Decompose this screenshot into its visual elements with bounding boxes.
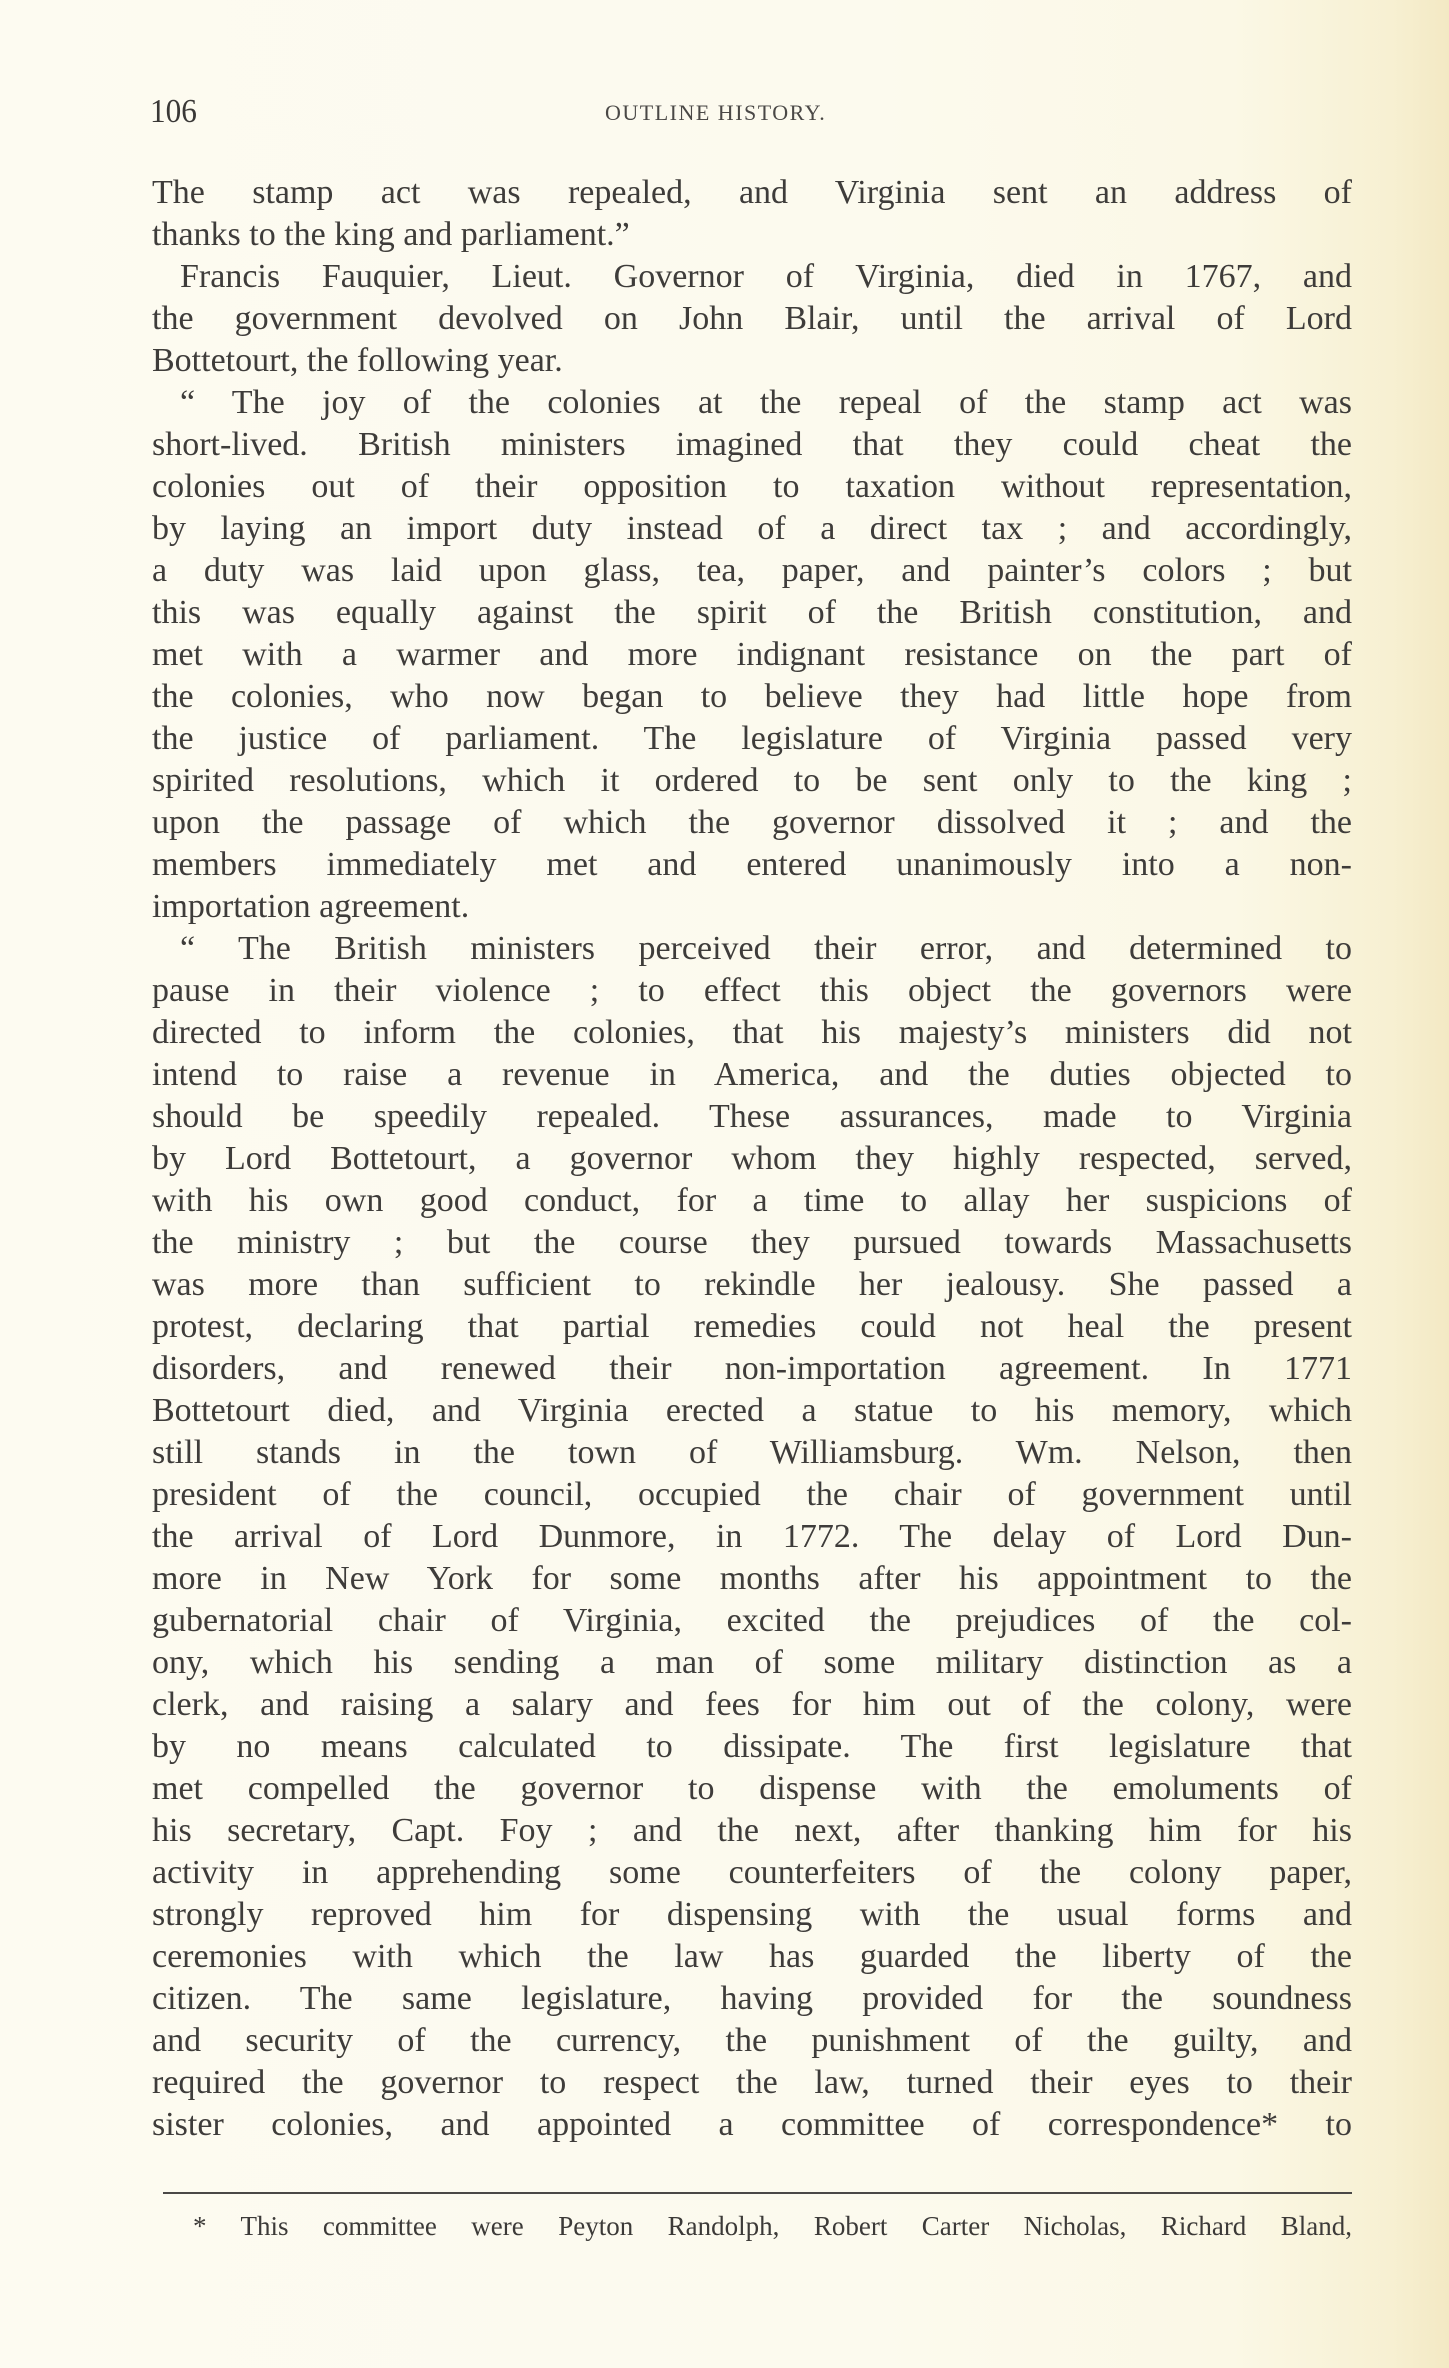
text-line: short-lived. British ministers imagined that they could cheat the bbox=[152, 426, 1352, 463]
text-line: disorders, and renewed their non-importation agreement. In 1771 bbox=[152, 1350, 1352, 1387]
footnote-divider bbox=[163, 2192, 1352, 2194]
page-number: 106 bbox=[150, 93, 197, 130]
body-text bbox=[152, 172, 1352, 2146]
text-line: upon the passage of which the governor dissolved it ; and the bbox=[152, 804, 1352, 841]
text-line: Bottetourt, the following year. bbox=[152, 342, 563, 379]
text-line: activity in apprehending some counterfeiters of the colony paper, bbox=[152, 1854, 1352, 1891]
text-line: strongly reproved him for dispensing with the usual forms and bbox=[152, 1896, 1352, 1933]
text-line: intend to raise a revenue in America, and the duties objected to bbox=[152, 1056, 1352, 1093]
text-line: and security of the currency, the punishment of the guilty, and bbox=[152, 2022, 1352, 2059]
text-line: with his own good conduct, for a time to allay her suspicions of bbox=[152, 1182, 1352, 1219]
running-head bbox=[150, 92, 1352, 132]
text-line: sister colonies, and appointed a committee of correspondence* to bbox=[152, 2106, 1352, 2143]
text-line: should be speedily repealed. These assurances, made to Virginia bbox=[152, 1098, 1352, 1135]
text-line: by Lord Bottetourt, a governor whom they highly respected, served, bbox=[152, 1140, 1352, 1177]
text-line: citizen. The same legislature, having provided for the soundness bbox=[152, 1980, 1352, 2017]
text-line: colonies out of their opposition to taxation without representation, bbox=[152, 468, 1352, 505]
text-line: clerk, and raising a salary and fees for him out of the colony, were bbox=[152, 1686, 1352, 1723]
text-line: by laying an import duty instead of a direct tax ; and accordingly, bbox=[152, 510, 1352, 547]
text-line: the government devolved on John Blair, until the arrival of Lord bbox=[152, 300, 1352, 337]
text-line: this was equally against the spirit of the British constitution, and bbox=[152, 594, 1352, 631]
text-line: the justice of parliament. The legislature of Virginia passed very bbox=[152, 720, 1352, 757]
text-line: “ The joy of the colonies at the repeal of the stamp act was bbox=[180, 384, 1352, 421]
text-line: a duty was laid upon glass, tea, paper, and painter’s colors ; but bbox=[152, 552, 1352, 589]
text-line: Bottetourt died, and Virginia erected a statue to his memory, which bbox=[152, 1392, 1352, 1429]
text-line: president of the council, occupied the chair of government until bbox=[152, 1476, 1352, 1513]
running-title: OUTLINE HISTORY. bbox=[605, 100, 827, 125]
text-line: met compelled the governor to dispense with the emoluments of bbox=[152, 1770, 1352, 1807]
text-line: importation agreement. bbox=[152, 888, 470, 925]
text-line: Francis Fauquier, Lieut. Governor of Virginia, died in 1767, and bbox=[180, 258, 1352, 295]
text-line: ony, which his sending a man of some military distinction as a bbox=[152, 1644, 1352, 1681]
text-line: gubernatorial chair of Virginia, excited the prejudices of the col- bbox=[152, 1602, 1352, 1639]
text-line: spirited resolutions, which it ordered to be sent only to the king ; bbox=[152, 762, 1352, 799]
text-line: protest, declaring that partial remedies could not heal the present bbox=[152, 1308, 1352, 1345]
footnote: * This committee were Peyton Randolph, Robert Carter Nicholas, Richard Bland, bbox=[193, 2211, 1352, 2241]
text-line: pause in their violence ; to effect this object the governors were bbox=[152, 972, 1352, 1009]
text-line: met with a warmer and more indignant resistance on the part of bbox=[152, 636, 1352, 673]
text-line: required the governor to respect the law, turned their eyes to their bbox=[152, 2064, 1352, 2101]
text-line: the colonies, who now began to believe they had little hope from bbox=[152, 678, 1352, 715]
text-line: was more than sufficient to rekindle her jealousy. She passed a bbox=[152, 1266, 1352, 1303]
text-line: “ The British ministers perceived their error, and determined to bbox=[180, 930, 1352, 967]
text-line: The stamp act was repealed, and Virginia sent an address of bbox=[152, 174, 1352, 211]
text-line: more in New York for some months after his appointment to the bbox=[152, 1560, 1352, 1597]
text-line: directed to inform the colonies, that his majesty’s ministers did not bbox=[152, 1014, 1352, 1051]
text-line: still stands in the town of Williamsburg. Wm. Nelson, then bbox=[152, 1434, 1352, 1471]
text-line: the arrival of Lord Dunmore, in 1772. The delay of Lord Dun- bbox=[152, 1518, 1352, 1555]
text-line: by no means calculated to dissipate. The first legislature that bbox=[152, 1728, 1352, 1765]
text-line: his secretary, Capt. Foy ; and the next, after thanking him for his bbox=[152, 1812, 1352, 1849]
text-line: the ministry ; but the course they pursued towards Massachusetts bbox=[152, 1224, 1352, 1261]
text-line: thanks to the king and parliament.” bbox=[152, 216, 630, 253]
text-line: ceremonies with which the law has guarded the liberty of the bbox=[152, 1938, 1352, 1975]
text-line: members immediately met and entered unanimously into a non- bbox=[152, 846, 1352, 883]
